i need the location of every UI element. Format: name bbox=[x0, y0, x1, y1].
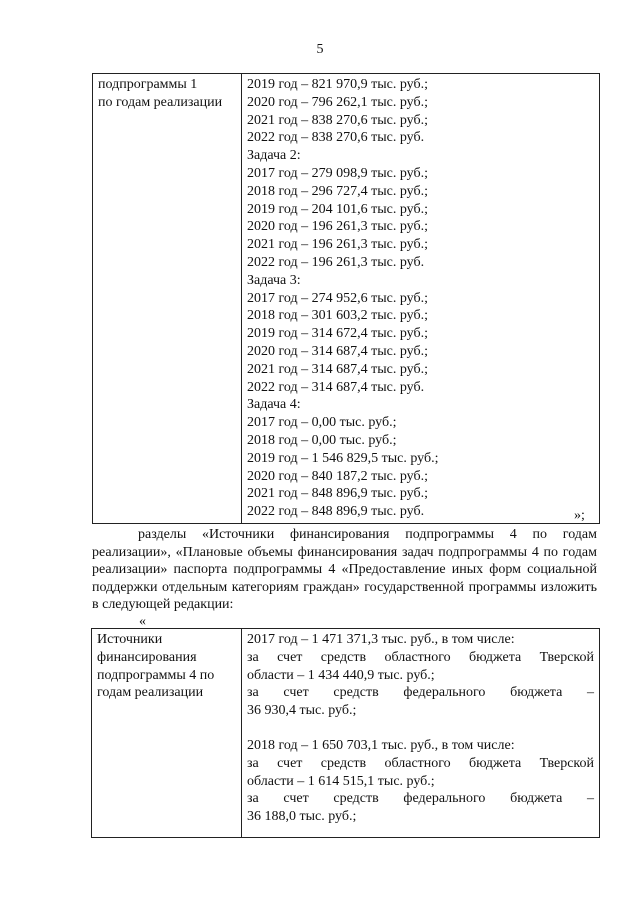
value-line: 2018 год – 296 727,4 тыс. руб.; bbox=[247, 183, 428, 199]
table-cell-values bbox=[242, 629, 600, 838]
value-line: 2017 год – 274 952,6 тыс. руб.; bbox=[247, 290, 428, 306]
funding-table-subprogram-1 bbox=[92, 73, 600, 524]
page-number: 5 bbox=[316, 42, 324, 57]
spacer bbox=[247, 720, 594, 737]
value-line: 2021 год – 838 270,6 тыс. руб.; bbox=[247, 112, 428, 128]
value-line: 2017 год – 0,00 тыс. руб.; bbox=[247, 415, 397, 431]
cell-line: подпрограммы 4 по bbox=[97, 667, 215, 683]
federal-budget-line: за счет средств федерального бюджета – bbox=[247, 791, 594, 807]
cell-line: по годам реализации bbox=[98, 94, 223, 110]
value-line: 2020 год – 314 687,4 тыс. руб.; bbox=[247, 343, 428, 359]
value-line: 2019 год – 204 101,6 тыс. руб.; bbox=[247, 201, 428, 217]
value-line: 2019 год – 314 672,4 тыс. руб.; bbox=[247, 326, 428, 342]
value-line: 2019 год – 1 546 829,5 тыс. руб.; bbox=[247, 450, 439, 466]
regional-budget-amount: области – 1 614 515,1 тыс. руб.; bbox=[247, 773, 435, 789]
table-cell-label bbox=[92, 629, 242, 838]
value-line: 2022 год – 838 270,6 тыс. руб. bbox=[247, 130, 425, 146]
value-line: 2021 год – 314 687,4 тыс. руб.; bbox=[247, 361, 428, 377]
value-line: 2022 год – 314 687,4 тыс. руб. bbox=[247, 379, 425, 395]
opening-quote: « bbox=[139, 614, 146, 629]
cell-line: финансирования bbox=[97, 649, 197, 665]
value-line: 2021 год – 848 896,9 тыс. руб.; bbox=[247, 486, 428, 502]
regional-budget-line: за счет средств областного бюджета Тверской bbox=[247, 755, 594, 771]
table-row bbox=[92, 629, 600, 838]
federal-budget-amount: 36 930,4 тыс. руб.; bbox=[247, 703, 357, 719]
table-cell-values bbox=[242, 74, 600, 524]
value-line: 2022 год – 196 261,3 тыс. руб. bbox=[247, 254, 425, 270]
federal-budget-line: за счет средств федерального бюджета – bbox=[247, 685, 594, 701]
value-line: 2018 год – 0,00 тыс. руб.; bbox=[247, 432, 397, 448]
value-line: 2021 год – 196 261,3 тыс. руб.; bbox=[247, 237, 428, 253]
funding-table-subprogram-4 bbox=[91, 628, 600, 838]
value-line: 2018 год – 301 603,2 тыс. руб.; bbox=[247, 308, 428, 324]
regional-budget-amount: области – 1 434 440,9 тыс. руб.; bbox=[247, 667, 435, 683]
regional-budget-line: за счет средств областного бюджета Тверской bbox=[247, 649, 594, 665]
cell-line: годам реализации bbox=[97, 685, 204, 701]
value-line: 2020 год – 196 261,3 тыс. руб.; bbox=[247, 219, 428, 235]
table-row bbox=[93, 74, 600, 524]
value-line: 2022 год – 848 896,9 тыс. руб. bbox=[247, 504, 425, 520]
federal-budget-amount: 36 188,0 тыс. руб.; bbox=[247, 809, 357, 825]
value-line: Задача 4: bbox=[247, 397, 301, 413]
table-cell-label bbox=[93, 74, 242, 524]
year-total-2018: 2018 год – 1 650 703,1 тыс. руб., в том числе: bbox=[247, 737, 515, 753]
value-line: 2017 год – 279 098,9 тыс. руб.; bbox=[247, 165, 428, 181]
value-line: 2020 год – 796 262,1 тыс. руб.; bbox=[247, 94, 428, 110]
body-paragraph: разделы «Источники финансирования подпрограммы 4 по годам реализации», «Плановые объемы финансирования задач подпрограммы 4 по годам реализации» паспорта подпрограммы 4 «Предоставление иных форм социальной поддержки отдельным категориям граждан» государственной программы изложить в следующей редакции: bbox=[92, 527, 597, 613]
value-line: 2020 год – 840 187,2 тыс. руб.; bbox=[247, 468, 428, 484]
cell-line: подпрограммы 1 bbox=[98, 77, 198, 92]
cell-line: Источники bbox=[97, 632, 163, 647]
value-line: 2019 год – 821 970,9 тыс. руб.; bbox=[247, 77, 428, 92]
closing-quote: »; bbox=[574, 508, 585, 523]
value-line: Задача 3: bbox=[247, 272, 301, 288]
value-line: Задача 2: bbox=[247, 148, 301, 164]
year-total-2017: 2017 год – 1 471 371,3 тыс. руб., в том числе: bbox=[247, 632, 515, 647]
